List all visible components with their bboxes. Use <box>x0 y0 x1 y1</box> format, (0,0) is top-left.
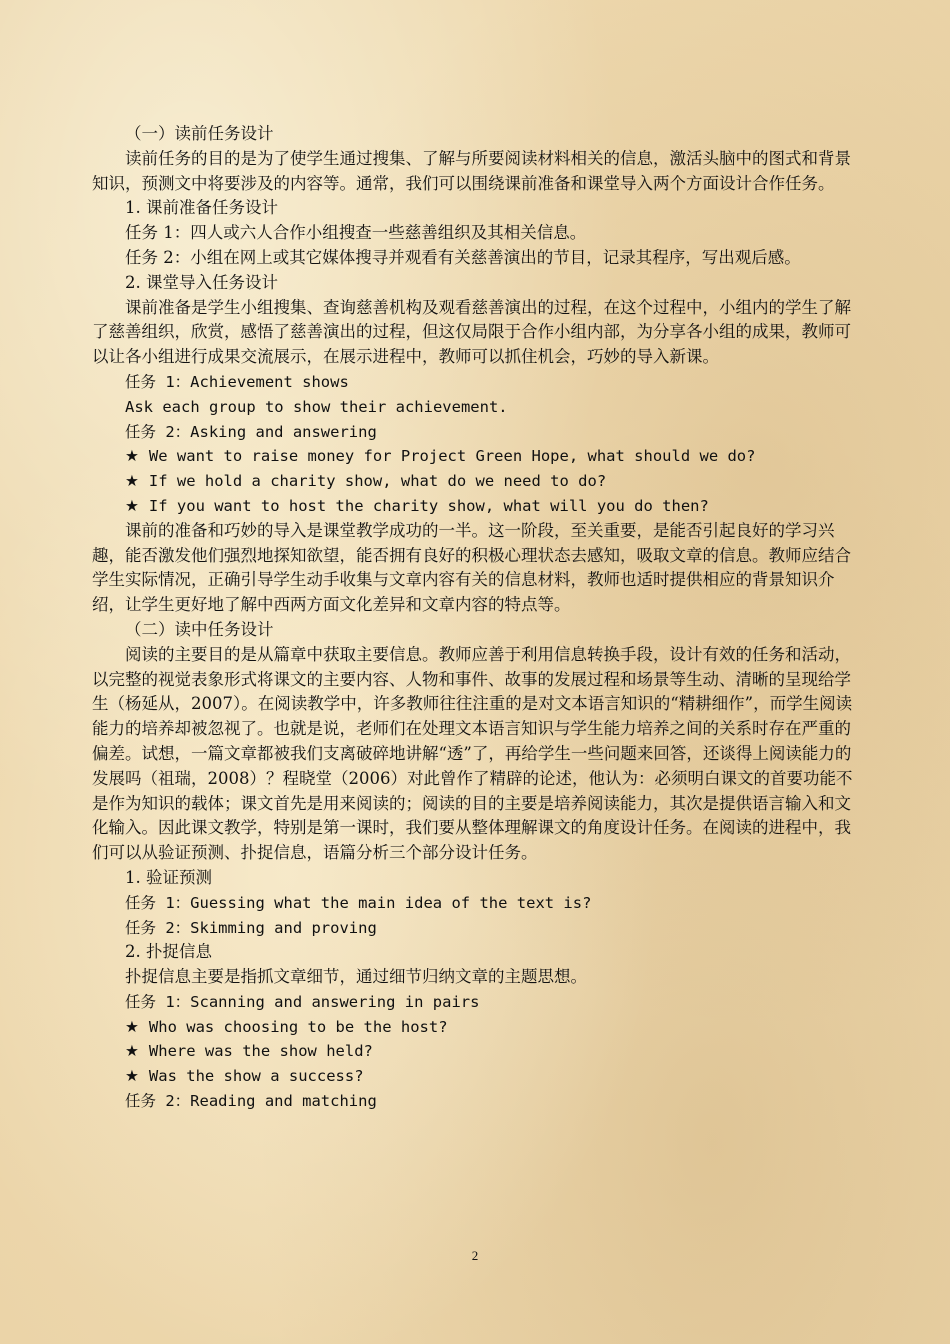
section-heading-pre-reading: （一）读前任务设计 <box>125 124 274 143</box>
task-item: 任务 1：Guessing what the main idea of the text is? <box>125 893 592 912</box>
paragraph: 扑捉信息主要是指抓文章细节，通过细节归纳文章的主题思想。 <box>125 967 587 987</box>
subheading: 1. 课前准备任务设计 <box>125 198 278 218</box>
section-heading-while-reading: （二）读中任务设计 <box>125 619 274 639</box>
page-number: 2 <box>471 1248 479 1263</box>
task-item: 任务 1：Achievement shows <box>125 372 349 391</box>
question-item: ★ If you want to host the charity show, what will you do then? <box>92 494 860 519</box>
paragraph: 课前准备是学生小组搜集、查询慈善机构及观看慈善演出的过程，在这个过程中，小组内的学生了解了慈善组织，欣赏，感悟了慈善演出的过程，但这仅局限于合作小组内部，为分享各小组的成果，教师可以让各小组进行成果交流展示，在展示进程中，教师可以抓住机会，巧妙的导入新课。 <box>92 297 851 367</box>
question-item: ★ We want to raise money for Project Green Hope, what should we do? <box>92 444 860 469</box>
subheading: 2. 课堂导入任务设计 <box>125 272 278 292</box>
document-body <box>92 122 860 1114</box>
task-item: 任务 1：Scanning and answering in pairs <box>125 992 480 1011</box>
question-item: ★ If we hold a charity show, what do we need to do? <box>92 469 860 494</box>
task-item: 任务 2：Skimming and proving <box>125 918 377 937</box>
subheading: 2. 扑捉信息 <box>125 942 212 962</box>
question-item: ★ Was the show a success? <box>92 1064 860 1089</box>
paragraph: 课前的准备和巧妙的导入是课堂教学成功的一半。这一阶段，至关重要，是能否引起良好的学习兴趣，能否激发他们强烈地探知欲望，能否拥有良好的积极心理状态去感知，吸取文章的信息。教师应结合学生实际情况，正确引导学生动手收集与文章内容有关的信息材料，教师也适时提供相应的背景知识介绍，让学生更好地了解中西两方面文化差异和文章内容的特点等。 <box>92 520 851 615</box>
question-item: ★ Where was the show held? <box>92 1039 860 1064</box>
task-item: 任务 2：Reading and matching <box>125 1092 377 1111</box>
subheading: 1. 验证预测 <box>125 867 212 887</box>
task-item: 任务 1：四人或六人合作小组搜查一些慈善组织及其相关信息。 <box>125 223 587 243</box>
task-item: 任务 2：小组在网上或其它媒体搜寻并观看有关慈善演出的节目，记录其程序，写出观后感。 <box>125 247 801 267</box>
paragraph: 阅读的主要目的是从篇章中获取主要信息。教师应善于利用信息转换手段，设计有效的任务和活动，以完整的视觉表象形式将课文的主要内容、人物和事件、故事的发展过程和场景等生动、清晰的呈现给学生（杨延从，2007）。在阅读教学中，许多教师往往注重的是对文本语言知识的“精耕细作”，而学生阅读能力的培养却被忽视了。也就是说，老师们在处理文本语言知识与学生能力培养之间的关系时存在严重的偏差。试想，一篇文章都被我们支离破碎地讲解“透”了，再给学生一些问题来回答，还谈得上阅读能力的发展吗（祖瑞，2008）？程晓堂（2006）对此曾作了精辟的论述，他认为：必须明白课文的首要功能不是作为知识的载体；课文首先是用来阅读的；阅读的目的主要是培养阅读能力，其次是提供语言输入和文化输入。因此课文教学，特别是第一课时，我们要从整体理解课文的角度设计任务。在阅读的进程中，我们可以从验证预测、扑捉信息，语篇分析三个部分设计任务。 <box>92 644 853 863</box>
task-item: 任务 2：Asking and answering <box>125 422 377 441</box>
question-item: ★ Who was choosing to be the host? <box>92 1015 860 1040</box>
paragraph: 读前任务的目的是为了使学生通过搜集、了解与所要阅读材料相关的信息，激活头脑中的图式和背景知识，预测文中将要涉及的内容等。通常，我们可以围绕课前准备和课堂导入两个方面设计合作任务。 <box>92 148 851 193</box>
task-instruction: Ask each group to show their achievement. <box>125 397 508 416</box>
